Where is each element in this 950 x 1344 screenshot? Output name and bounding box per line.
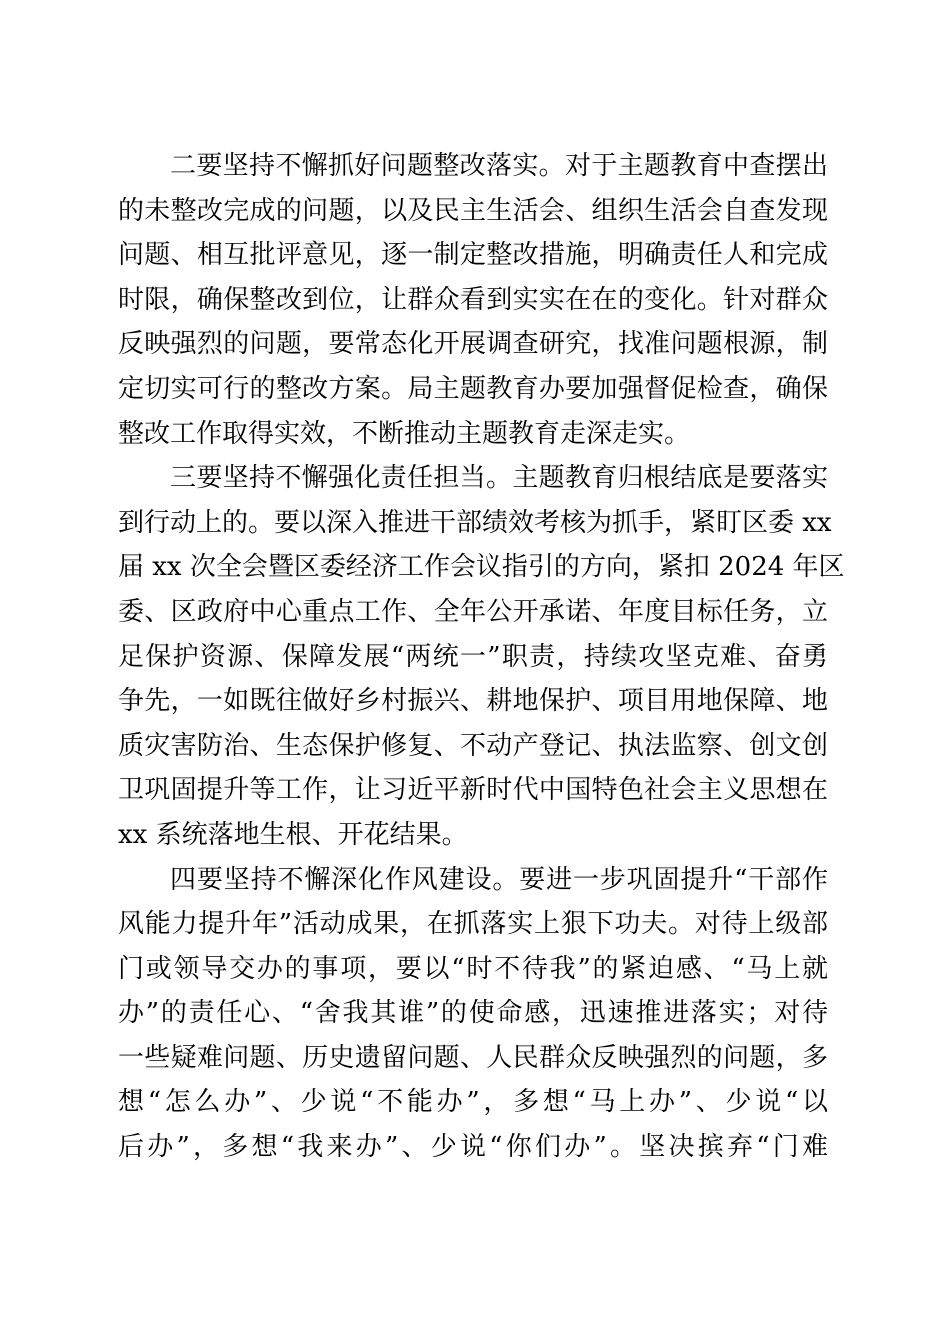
text-line: 四要坚持不懈深化作风建设。要进一步巩固提升“干部作 xyxy=(170,864,828,895)
text-line: 争先，一如既往做好乡村振兴、耕地保护、项目用地保障、地 xyxy=(118,686,828,717)
text-line: 想“怎么办”、少说“不能办”，多想“马上办”、少说“以 xyxy=(118,1087,828,1118)
paragraph-rectification xyxy=(118,144,828,456)
text-line: 时限，确保整改到位，让群众看到实实在在的变化。针对群众 xyxy=(118,284,828,315)
paragraph-responsibility xyxy=(118,456,845,857)
text-line: 一些疑难问题、历史遗留问题、人民群众反映强烈的问题，多 xyxy=(118,1042,828,1073)
text-line: 后办”，多想“我来办”、少说“你们办”。坚决摈弃“门难 xyxy=(118,1132,828,1163)
text-line: 定切实可行的整改方案。局主题教育办要加强督促检查，确保 xyxy=(118,373,828,404)
document-body xyxy=(118,144,845,1170)
text-line: 办”的责任心、“舍我其谁”的使命感，迅速推进落实；对待 xyxy=(118,998,828,1029)
text-line: 问题、相互批评意见，逐一制定整改措施，明确责任人和完成 xyxy=(118,240,828,271)
text-line: 风能力提升年”活动成果，在抓落实上狠下功夫。对待上级部 xyxy=(118,909,828,940)
text-line: 卫巩固提升等工作，让习近平新时代中国特色社会主义思想在 xyxy=(118,775,828,806)
text-line: 反映强烈的问题，要常态化开展调查研究，找准问题根源，制 xyxy=(118,329,828,360)
paragraph-work-style xyxy=(118,858,828,1170)
text-line: 三要坚持不懈强化责任担当。主题教育归根结底是要落实 xyxy=(170,463,828,494)
text-line: 整改工作取得实效，不断推动主题教育走深走实。 xyxy=(118,418,691,449)
text-line: xx 系统落地生根、开花结果。 xyxy=(118,819,468,850)
text-line: 足保护资源、保障发展“两统一”职责，持续攻坚克难、奋勇 xyxy=(118,641,828,672)
text-line: 质灾害防治、生态保护修复、不动产登记、执法监察、创文创 xyxy=(118,730,828,761)
text-line: 届 xx 次全会暨区委经济工作会议指引的方向，紧扣 2024 年区 xyxy=(118,552,845,583)
text-line: 到行动上的。要以深入推进干部绩效考核为抓手，紧盯区委 xx xyxy=(118,507,832,538)
text-line: 门或领导交办的事项，要以“时不待我”的紧迫感、“马上就 xyxy=(118,953,828,984)
text-line: 委、区政府中心重点工作、全年公开承诺、年度目标任务，立 xyxy=(118,596,828,627)
text-line: 的未整改完成的问题，以及民主生活会、组织生活会自查发现 xyxy=(118,195,828,226)
text-line: 二要坚持不懈抓好问题整改落实。对于主题教育中查摆出 xyxy=(170,151,828,181)
